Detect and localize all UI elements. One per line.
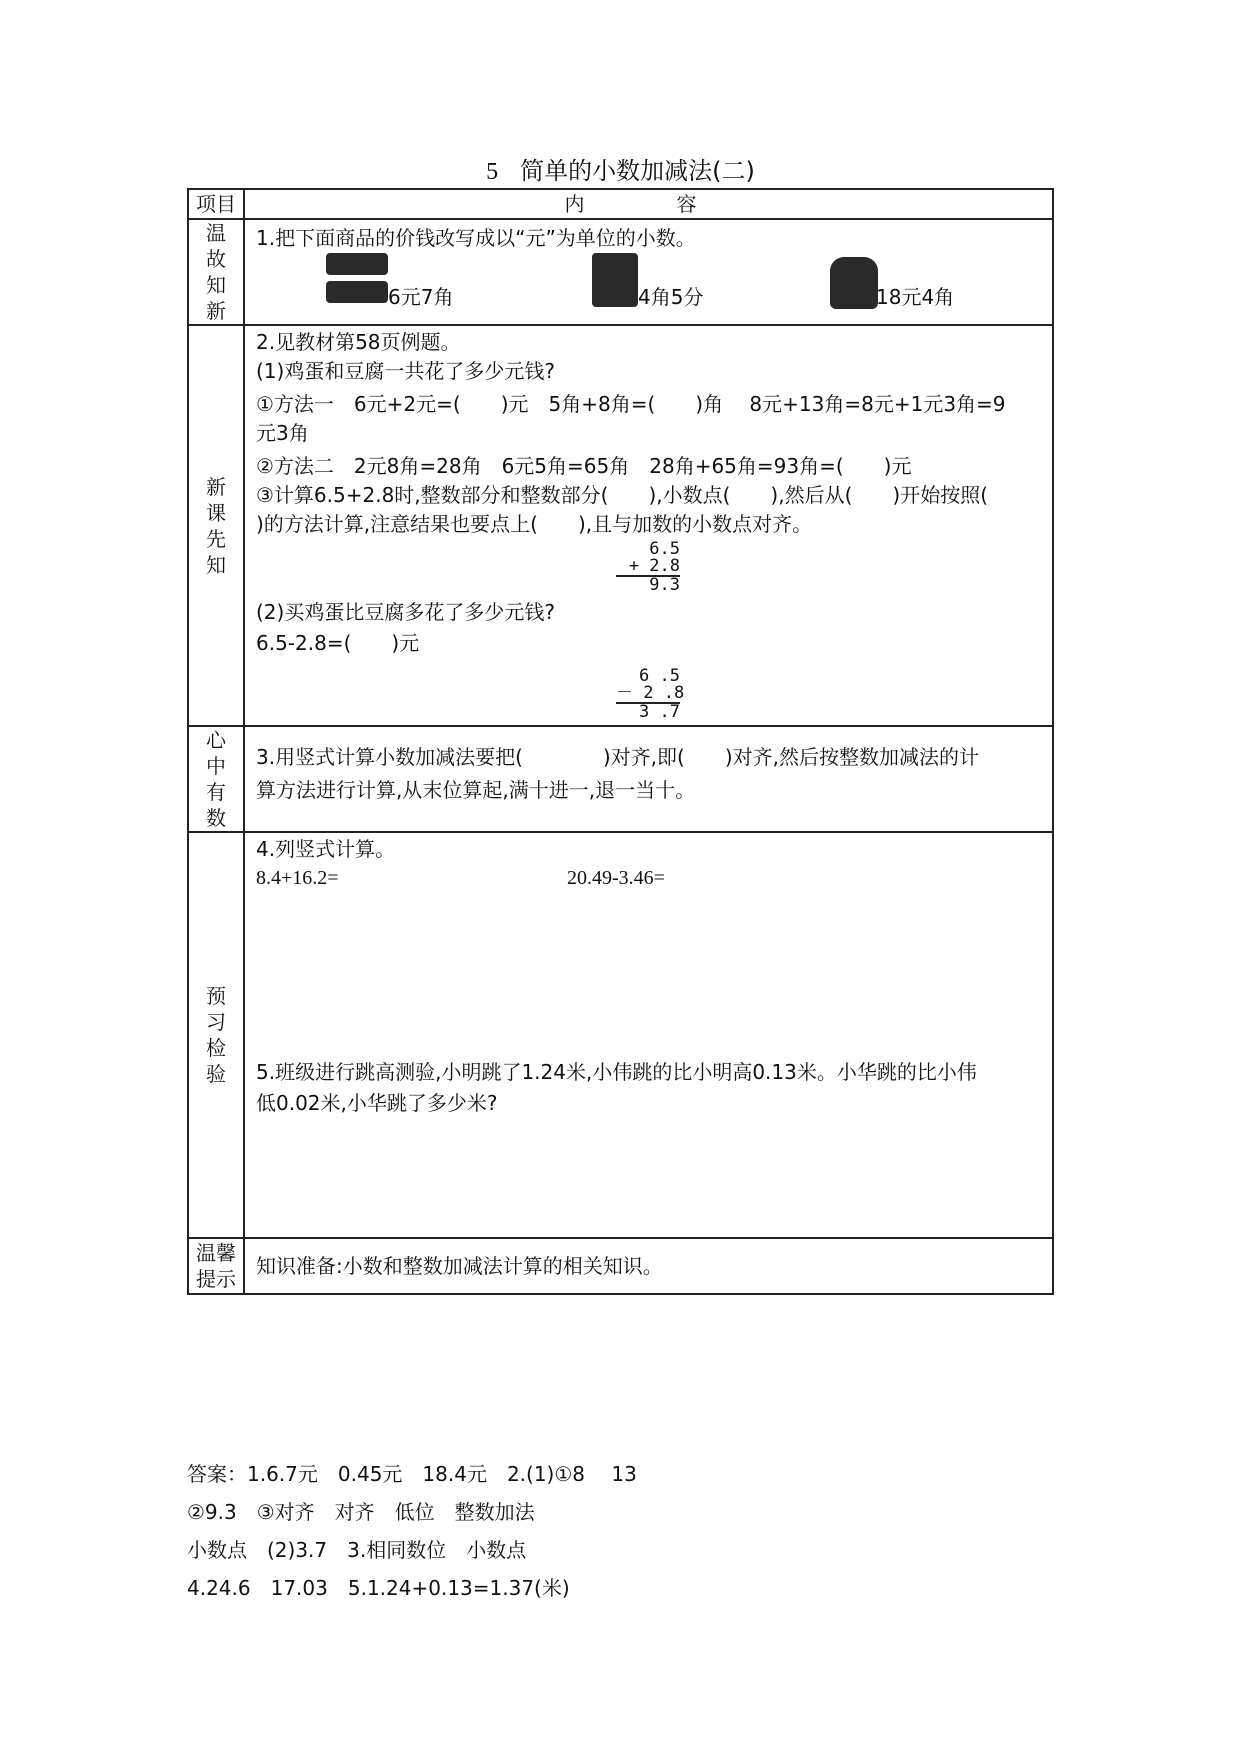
goods-price: 6元7角 [388,285,454,309]
tip-content [244,1238,1053,1294]
goods-item-backpack [830,253,1030,311]
answer-line: ②9.3 ③对齐 对齐 低位 整数加法 [187,1500,535,1524]
vertical-addition [256,541,1040,594]
review-label: 温故知新 [188,219,244,325]
text-line: )的方法计算,注意结果也要点上( ),且与加数的小数点对齐。 [256,512,813,536]
text-line: 6.5-2.8=( )元 [256,631,420,655]
addend-bottom: + 2.8 [628,556,680,576]
goods-list [256,253,1040,311]
text-line: ②方法二 2元8角=28角 6元5角=65角 28角+65角=93角=( )元 [256,454,912,478]
review-content [244,219,1053,325]
tip-label: 温馨提示 [188,1238,244,1294]
text-line: 5.班级进行跳高测验,小明跳了1.24米,小伟跳的比小明高0.13米。小华跳的比小伟 [256,1060,977,1084]
exercise-1: 8.4+16.2= [256,867,339,889]
practice-content [244,832,1053,1238]
text-line: 3.用竖式计算小数加减法要把( )对齐,即( )对齐,然后按整数加减法的计 [256,745,980,769]
goods-price: 4角5分 [638,285,704,309]
minuend: 6 .5 [639,666,680,686]
answer-line: 4.24.6 17.03 5.1.24+0.13=1.37(米) [187,1576,570,1600]
goods-item-pencil-case [326,253,586,311]
text-line: 低0.02米,小华跳了多少米? [256,1091,498,1115]
answer-line: 答案：1.6.7元 0.45元 18.4元 2.(1)①8 13 [187,1462,637,1486]
practice-row [188,832,1053,1238]
worksheet-table [187,188,1054,1295]
in-mind-label: 心中有数 [188,726,244,832]
vertical-subtraction [256,668,1040,721]
question-1: 1.把下面商品的价钱改写成以“元”为单位的小数。 [256,226,696,250]
new-lesson-content [244,325,1053,726]
shuttlecock-icon [592,253,638,307]
text-line: 算方法进行计算,从末位算起,满十进一,退一当十。 [256,778,696,802]
in-mind-content [244,726,1053,832]
lesson-title: 简单的小数加减法(二) [520,157,755,185]
tip-text: 知识准备:小数和整数加减法计算的相关知识。 [256,1253,663,1278]
pencil-case-icon [326,253,388,275]
goods-price: 18元4角 [876,285,955,309]
pencil-case-icon-2 [326,281,388,303]
text-line: 元3角 [256,421,309,445]
answer-line: 小数点 (2)3.7 3.相同数位 小数点 [187,1538,527,1562]
in-mind-row [188,726,1053,832]
exercise-2: 20.49-3.46= [567,867,665,889]
new-lesson-label: 新课先知 [188,325,244,726]
subtrahend: － 2 .8 [616,683,685,703]
new-lesson-row [188,325,1053,726]
header-item-cell: 项目 [188,189,244,219]
page-title [0,156,1241,187]
text-line: (2)买鸡蛋比豆腐多花了多少元钱? [256,600,555,624]
answer-key [187,1455,637,1607]
exercise-row [256,864,1040,892]
practice-label: 预习检验 [188,832,244,1238]
text-line: 4.列竖式计算。 [256,837,396,861]
text-line: 2.见教材第58页例题。 [256,330,461,354]
text-line: ③计算6.5+2.8时,整数部分和整数部分( ),小数点( ),然后从( )开始按照( [256,483,988,507]
tip-row [188,1238,1053,1294]
sum-result: 9.3 [616,575,680,594]
addend-top: 6.5 [649,539,680,559]
difference-result: 3 .7 [616,702,680,721]
header-row [188,189,1053,219]
text-line: (1)鸡蛋和豆腐一共花了多少元钱? [256,359,555,383]
backpack-icon [830,257,878,309]
lesson-number: 5 [486,159,499,185]
goods-item-shuttlecock [592,253,792,311]
header-content-cell: 内 容 [244,189,1053,219]
text-line: ①方法一 6元+2元=( )元 5角+8角=( )角 8元+13角=8元+1元3角=9 [256,392,1006,416]
review-row [188,219,1053,325]
